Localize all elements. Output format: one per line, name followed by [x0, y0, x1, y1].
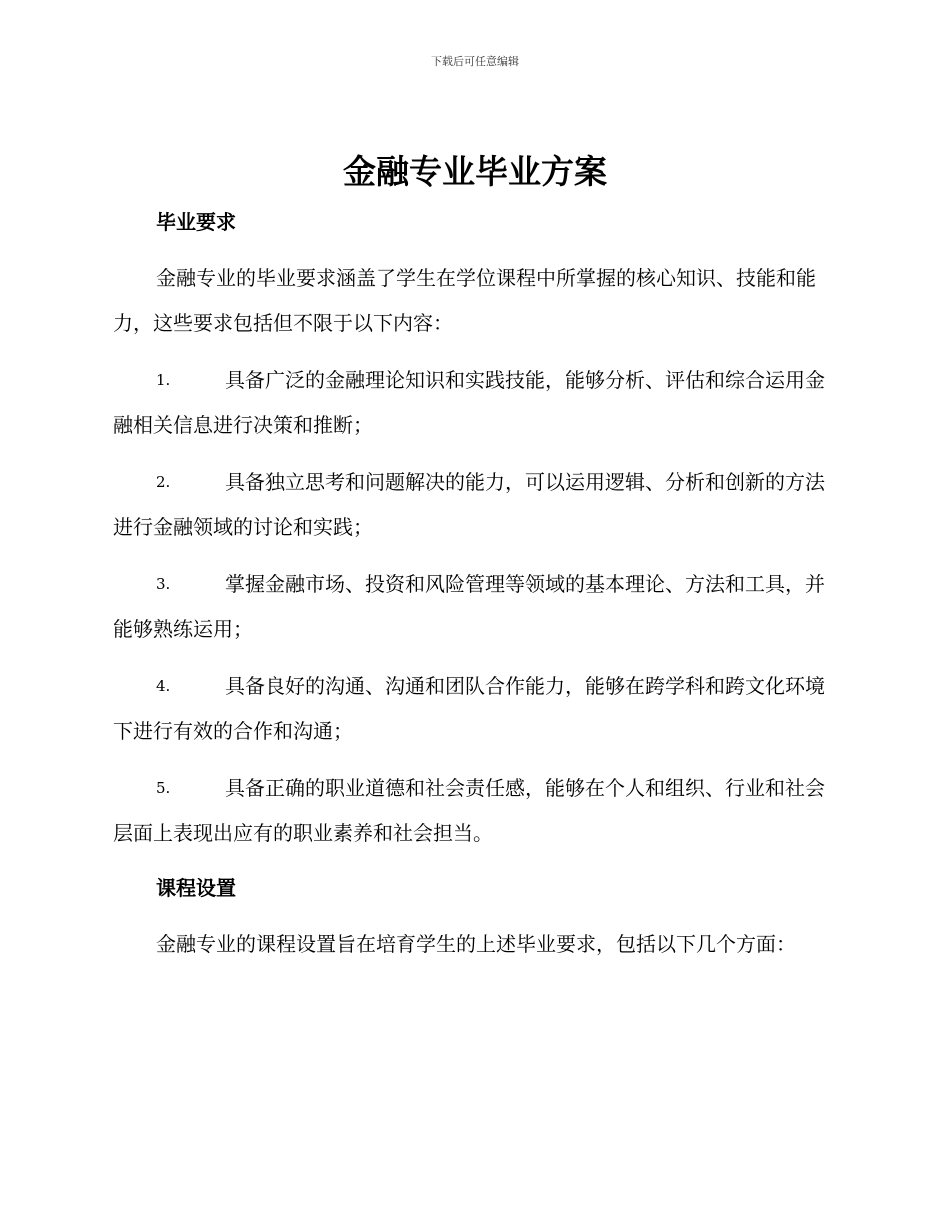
list-item: [113, 358, 837, 448]
list-item: [113, 460, 837, 550]
section-intro-paragraph: 金融专业的毕业要求涵盖了学生在学位课程中所掌握的核心知识、技能和能力，这些要求包括但不限于以下内容：: [113, 266, 816, 335]
list-item: [113, 562, 837, 652]
list-item: [113, 766, 837, 856]
list-item-number: 1.: [156, 371, 171, 389]
section-intro-paragraph: 金融专业的课程设置旨在培育学生的上述毕业要求，包括以下几个方面：: [156, 932, 796, 956]
page-header-note: 下载后可任意编辑: [431, 55, 519, 68]
list-item-text: 具备良好的沟通、沟通和团队合作能力，能够在跨学科和跨文化环境下进行有效的合作和沟通；: [113, 674, 825, 743]
list-item-text: 具备正确的职业道德和社会责任感，能够在个人和组织、行业和社会层面上表现出应有的职业素养和社会担当。: [113, 776, 825, 845]
list-item-text: 掌握金融市场、投资和风险管理等领域的基本理论、方法和工具，并能够熟练运用；: [113, 572, 825, 641]
document-title: 金融专业毕业方案: [343, 152, 607, 191]
list-item: [113, 664, 837, 754]
section-heading-graduation-requirements: 毕业要求: [156, 210, 236, 234]
list-item-text: 具备独立思考和问题解决的能力，可以运用逻辑、分析和创新的方法进行金融领域的讨论和实践；: [113, 470, 825, 539]
list-item-text: 具备广泛的金融理论知识和实践技能，能够分析、评估和综合运用金融相关信息进行决策和推断；: [113, 368, 825, 437]
list-item-number: 2.: [156, 473, 171, 491]
list-item-number: 3.: [156, 575, 171, 593]
list-item-number: 4.: [156, 677, 171, 695]
list-item-number: 5.: [156, 779, 171, 797]
section-heading-course-setup: 课程设置: [156, 876, 236, 900]
document-body: [113, 200, 837, 967]
